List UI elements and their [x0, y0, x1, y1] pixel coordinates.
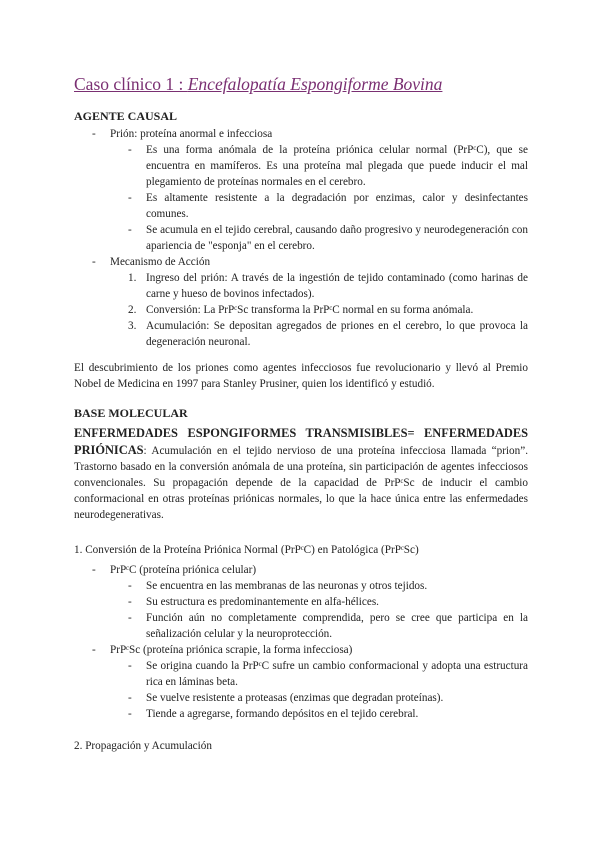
- prpc-item-1: Se encuentra en las membranas de las neuronas y otros tejidos.: [146, 580, 428, 592]
- prpc-label: PrPᶜC (proteína priónica celular): [110, 564, 257, 576]
- bullet-dash: -: [92, 128, 96, 140]
- prion-item-1: Es una forma anómala de la proteína priónica celular normal (PrPᶜC), que se encuentra en mamíferos. Es una proteína mal plegada que puede inducir el mal plegamiento de proteínas normales en el cerebro.: [146, 144, 528, 188]
- bullet-dash: -: [128, 580, 132, 592]
- bullet-dash: -: [128, 596, 132, 608]
- title-topic: Encefalopatía Espongiforme Bovina: [187, 74, 443, 94]
- conversion-heading: 1. Conversión de la Proteína Priónica Normal (PrPᶜC) en Patológica (PrPᶜSc): [74, 544, 419, 556]
- nobel-paragraph: El descubrimiento de los priones como agentes infecciosos fue revolucionario y llevó al Premio Nobel de Medicina en 1997 para Stanley Prusiner, quien los identificó y estudió.: [74, 362, 528, 390]
- prpc-item-3: Función aún no completamente comprendida, pero se cree que participa en la señalización celular y la neuroprotección.: [146, 612, 528, 640]
- prion-item-3: Se acumula en el tejido cerebral, causando daño progresivo y neurodegeneración con apariencia de "esponja" en el cerebro.: [146, 224, 528, 252]
- page-title: [74, 74, 442, 95]
- prpsc-item-3: Tiende a agregarse, formando depósitos en el tejido cerebral.: [146, 708, 419, 720]
- bullet-dash: -: [92, 644, 96, 656]
- prpsc-item-1: Se origina cuando la PrPᶜC sufre un cambio conformacional y adopta una estructura rica en láminas beta.: [146, 660, 528, 688]
- bullet-dash: -: [128, 224, 132, 236]
- prpc-item-2: Su estructura es predominantemente en alfa-hélices.: [146, 596, 379, 608]
- bullet-dash: -: [128, 144, 132, 156]
- bullet-dash: -: [128, 708, 132, 720]
- prion-item-2: Es altamente resistente a la degradación por enzimas, calor y desinfectantes comunes.: [146, 192, 528, 220]
- prion-label: Prión: proteína anormal e infecciosa: [110, 128, 273, 140]
- bullet-dash: -: [128, 612, 132, 624]
- eet-paragraph: [74, 425, 528, 523]
- eet-heading: ENFERMEDADES ESPONGIFORMES TRANSMISIBLES= ENFERMEDADES PRIÓNICAS: [74, 426, 528, 457]
- list-number-1: 1.: [128, 272, 137, 284]
- mecanismo-item-1: Ingreso del prión: A través de la ingestión de tejido contaminado (como harinas de carne y hueso de bovinos infectados).: [146, 272, 528, 300]
- bullet-dash: -: [128, 660, 132, 672]
- prpsc-item-2: Se vuelve resistente a proteasas (enzimas que degradan proteínas).: [146, 692, 444, 704]
- list-number-3: 3.: [128, 320, 137, 332]
- title-prefix: Caso clínico 1 :: [74, 74, 188, 94]
- prpsc-label: PrPᶜSc (proteína priónica scrapie, la forma infecciosa): [110, 644, 353, 656]
- mecanismo-label: Mecanismo de Acción: [110, 256, 211, 268]
- section-base-molecular: BASE MOLECULAR: [74, 406, 188, 420]
- eet-text: : Acumulación en el tejido nervioso de una proteína infecciosa llamada “prion”. Trastorno basado en la conversión anómala de una proteína, sin participación de agentes infecciosos convencionales. Su propagación depende de la capacidad de PrPᶜSc de inducir el cambio conformacional en otras proteínas priónicas normales, lo que la hace única entre las enfermedades neurodegenerativas.: [74, 445, 528, 521]
- section-agente-causal: AGENTE CAUSAL: [74, 109, 178, 123]
- mecanismo-item-3: Acumulación: Se depositan agregados de priones en el cerebro, lo que provoca la degeneración neuronal.: [146, 320, 528, 348]
- list-number-2: 2.: [128, 304, 137, 316]
- mecanismo-item-2: Conversión: La PrPᶜSc transforma la PrPᶜC normal en su forma anómala.: [146, 304, 474, 316]
- bullet-dash: -: [128, 192, 132, 204]
- propagacion-heading: 2. Propagación y Acumulación: [74, 740, 212, 752]
- bullet-dash: -: [92, 564, 96, 576]
- bullet-dash: -: [92, 256, 96, 268]
- bullet-dash: -: [128, 692, 132, 704]
